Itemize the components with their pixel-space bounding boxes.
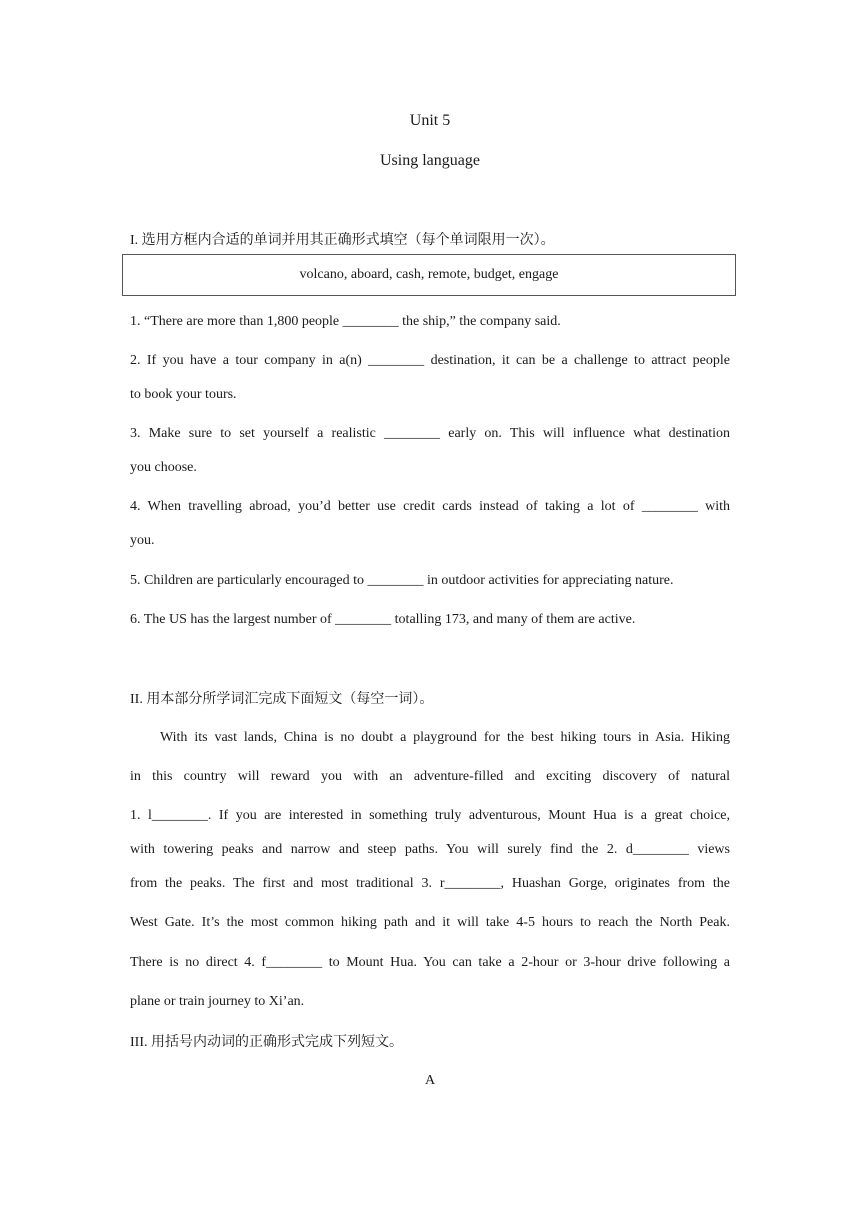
word-box: volcano, aboard, cash, remote, budget, engage [122,254,736,296]
section1-heading: I. 选用方框内合适的单词并用其正确形式填空（每个单词限用一次）。 [130,233,555,248]
section1-line: to book your tours. [130,387,237,402]
passage-line: West Gate. It’s the most common hiking path and it will take 4-5 hours to reach the North Peak. [130,915,730,930]
passage-line: in this country will reward you with an adventure-filled and exciting discovery of natural [130,769,730,784]
section1-line: you. [130,533,155,548]
passage-line: There is no direct 4. f________ to Mount Hua. You can take a 2-hour or 3-hour drive following a [130,955,730,970]
unit-title: Unit 5 [409,112,451,129]
section1-line: 6. The US has the largest number of ________ totalling 173, and many of them are active. [130,612,636,627]
part-label: A [424,1073,436,1088]
section2-heading: II. 用本部分所学词汇完成下面短文（每空一词）。 [130,692,434,707]
passage-line: 1. l________. If you are interested in something truly adventurous, Mount Hua is a great choice, [130,808,730,823]
section1-line: you choose. [130,460,197,475]
passage-line: plane or train journey to Xi’an. [130,994,305,1009]
passage-line: with towering peaks and narrow and steep paths. You will surely find the 2. d________ views [130,842,730,857]
passage-line: from the peaks. The first and most traditional 3. r________, Huashan Gorge, originates from the [130,876,730,891]
section1-line: 4. When travelling abroad, you’d better use credit cards instead of taking a lot of ________ with [130,499,730,514]
section1-line: 2. If you have a tour company in a(n) ________ destination, it can be a challenge to attract people [130,353,730,368]
lesson-subtitle: Using language [380,152,480,169]
section3-heading: III. 用括号内动词的正确形式完成下列短文。 [130,1035,403,1050]
section1-line: 3. Make sure to set yourself a realistic ________ early on. This will influence what destination [130,426,730,441]
section1-line: 5. Children are particularly encouraged to ________ in outdoor activities for appreciating nature. [130,573,674,588]
section1-line: 1. “There are more than 1,800 people ________ the ship,” the company said. [130,314,561,329]
passage-line: With its vast lands, China is no doubt a playground for the best hiking tours in Asia. Hiking [160,730,730,745]
